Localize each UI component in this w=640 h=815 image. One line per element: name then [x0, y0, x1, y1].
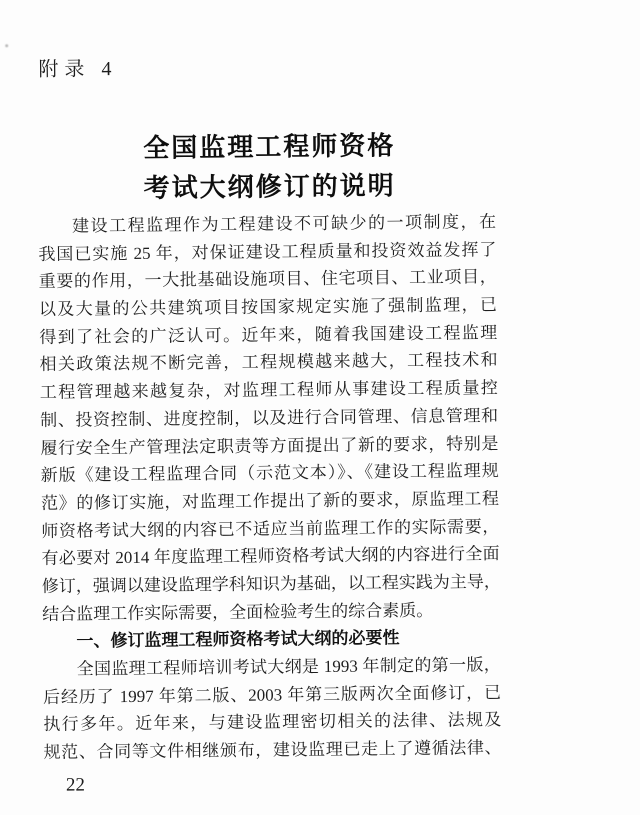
appendix-label: 附录 4: [38, 58, 118, 81]
body-line: 新版《建设工程监理合同（示范文本）》、《建设工程监理规: [40, 461, 499, 486]
body-line: 得到了社会的广泛认可。近年来，随着我国建设工程监理: [39, 322, 498, 347]
body-line: 重要的作用，一大批基础设施项目、住宅项目、工业项目，: [38, 267, 497, 292]
body-line: 以及大量的公共建筑项目按国家规定实施了强制监理，已: [38, 295, 498, 319]
body-line: 修订，强调以建设监理学科知识为基础，以工程实践为主导，: [41, 572, 501, 596]
body-line: 结合监理工作实际需要，全面检验考生的综合素质。: [42, 600, 434, 624]
body-line: 相关政策法规不断完善，工程规模越来越大，工程技术和: [39, 350, 498, 375]
body-line: 建设工程监理作为工程建设不可缺少的一项制度，在: [72, 212, 497, 236]
document-title-line2: 考试大纲修订的说明: [143, 170, 396, 203]
body-line: 规范、合同等文件相继颁布，建设监理已走上了遵循法律、: [43, 738, 502, 762]
body-text: [38, 208, 502, 767]
document-title: [49, 124, 490, 209]
body-line: 范》的修订实施，对监理工作提出了新的要求，原监理工程: [40, 489, 500, 513]
scan-artifact-speck: [5, 44, 8, 47]
body-line: 工程管理越来越复杂，对监理工程师从事建设工程质量控: [39, 378, 498, 403]
body-line: 有必要对 2014 年度监理工程师资格考试大纲的内容进行全面: [41, 544, 500, 569]
body-line: 师资格考试大纲的内容已不适应当前监理工作的实际需要，: [41, 516, 500, 541]
page-number: 22: [65, 774, 86, 796]
body-line: 履行安全生产管理法定职责等方面提出了新的要求，特别是: [40, 433, 499, 458]
body-line: 全国监理工程师培训考试大纲是 1993 年制定的第一版，: [76, 655, 501, 679]
body-line: 后经历了 1997 年第二版、2003 年第三版两次全面修订，已: [42, 682, 502, 707]
body-line: 我国已实施 25 年，对保证建设工程质量和投资效益发挥了: [38, 239, 497, 264]
document-title-line1: 全国监理工程师资格: [143, 130, 396, 163]
section-heading: 一、修订监理工程师资格考试大纲的必要性: [76, 628, 400, 651]
body-line: 制、投资控制、进度控制，以及进行合同管理、信息管理和: [40, 405, 499, 430]
body-line: 执行多年。近年来，与建设监理密切相关的法律、法规及: [43, 710, 502, 735]
